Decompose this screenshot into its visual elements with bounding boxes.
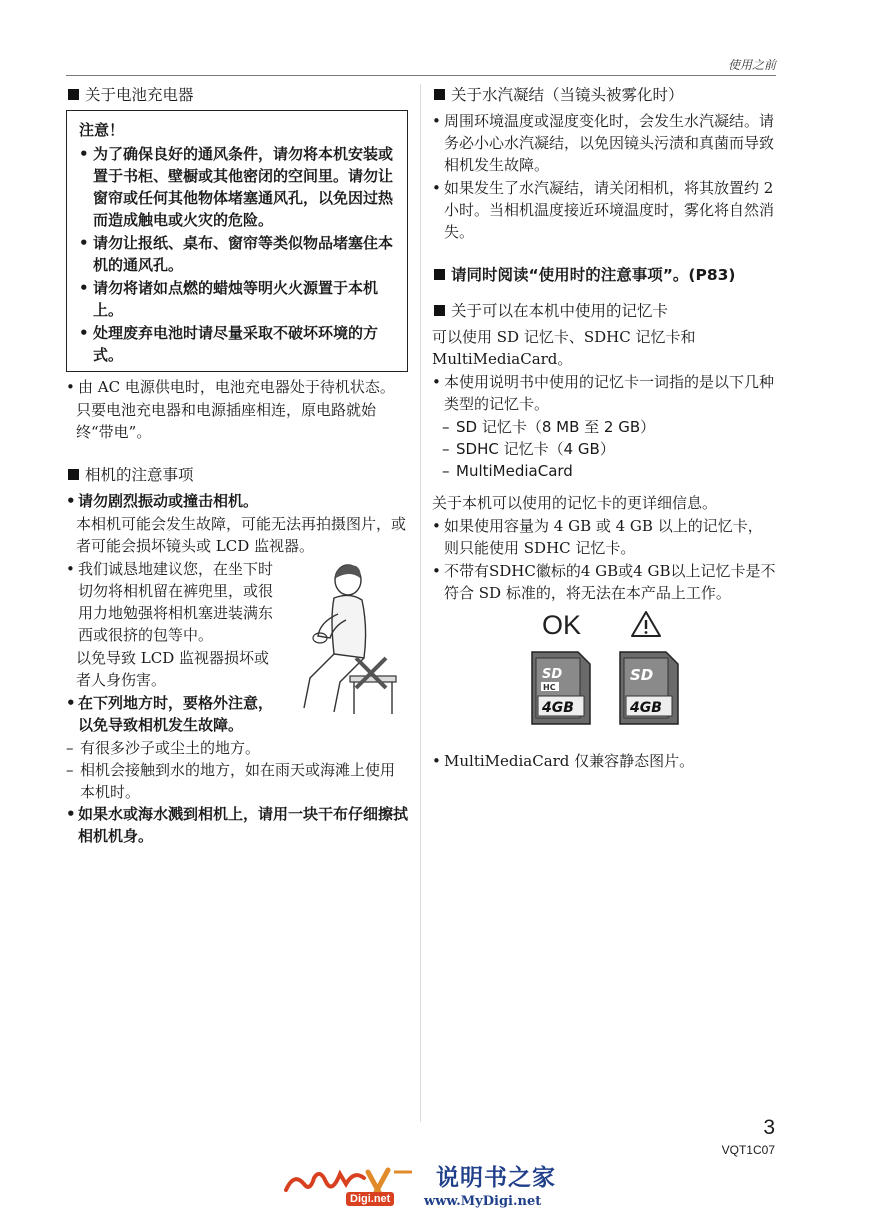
sdhc-requirement: • 如果使用容量为 4 GB 或 4 GB 以上的记忆卡，则只能使用 SDHC 记忆卡。 — [432, 515, 776, 559]
caution-item: • 请勿让报纸、桌布、窗帘等类似物品堵塞住本机的通风孔。 — [79, 232, 397, 276]
shock-warning-text: 本相机可能会发生故障，可能无法再拍摄图片，或者可能会损坏镜头或 LCD 监视器。 — [76, 515, 407, 555]
environment-item: – 相机会接触到水的地方，如在雨天或海滩上使用本机时。 — [66, 759, 408, 803]
camera-care-heading: 相机的注意事项 — [66, 464, 408, 486]
caution-item: • 处理废弃电池时请尽量采取不破坏环境的方式。 — [79, 322, 397, 366]
card-capacity-label: 4GB — [630, 700, 662, 716]
card-capacity-label: 4GB — [542, 700, 574, 716]
square-bullet-icon — [68, 469, 79, 480]
card-type-item: – SD 记忆卡（8 MB 至 2 GB） — [442, 416, 776, 438]
square-bullet-icon — [434, 89, 445, 100]
card-type-item: – SDHC 记忆卡（4 GB） — [442, 438, 776, 460]
svg-text:SD: SD — [630, 666, 654, 684]
column-divider — [420, 84, 421, 1122]
sdhc-card-icon — [530, 650, 592, 726]
pocket-warning-block — [66, 558, 408, 691]
page-header — [66, 52, 776, 76]
caution-item: • 为了确保良好的通风条件，请勿将本机安装或置于书柜、壁橱或其他密闭的空间里。请勿让窗帘或任何其他物体堵塞通风孔，以免因过热而造成触电或火灾的危险。 — [79, 143, 397, 231]
square-bullet-icon — [434, 305, 445, 316]
caution-item: • 请勿将诸如点燃的蜡烛等明火火源置于本机上。 — [79, 277, 397, 321]
svg-text:HC: HC — [543, 683, 556, 692]
mmc-note: • MultiMediaCard 仅兼容静态图片。 — [432, 750, 776, 772]
card-comparison-figure — [432, 610, 776, 750]
seated-person-illustration — [290, 558, 402, 718]
svg-text:SD: SD — [542, 667, 563, 682]
caution-title: 注意！ — [79, 121, 125, 139]
sd-card-icon — [618, 650, 680, 726]
environment-item: – 有很多沙子或尘土的地方。 — [66, 737, 408, 759]
right-column — [432, 84, 776, 773]
condensation-heading: 关于水汽凝结（当镜头被雾化时） — [432, 84, 776, 106]
page-number: 3 — [763, 1116, 775, 1139]
site-title: 说明书之家 — [436, 1165, 556, 1191]
memory-card-heading: 关于可以在本机中使用的记忆卡 — [432, 300, 776, 322]
memory-card-intro: 可以使用 SD 记忆卡、SDHC 记忆卡和 MultiMediaCard。 — [432, 328, 696, 368]
site-url[interactable]: www.MyDigi.net — [424, 1194, 542, 1209]
ok-label: OK — [542, 610, 582, 640]
left-column — [66, 84, 408, 848]
water-splash-warning: • 如果水或海水溅到相机上，请用一块干布仔细擦拭相机机身。 — [66, 803, 408, 847]
pocket-warning: • 我们诚恳地建议您，在坐下时切勿将相机留在裤兜里，或很用力地勉强将相机塞进装满东西或很挤的包等中。 — [66, 558, 276, 646]
ac-power-note: • 由 AC 电源供电时，电池充电器处于待机状态。 — [66, 376, 408, 398]
more-info-text: 关于本机可以使用的记忆卡的更详细信息。 — [432, 494, 718, 512]
non-sdhc-warning: • 不带有SDHC徽标的4 GB或4 GB以上记忆卡是不符合 SD 标准的，将无法在本产品上工作。 — [432, 560, 776, 604]
read-also-heading: 请同时阅读“使用时的注意事项”。(P83) — [432, 264, 776, 286]
card-type-item: – MultiMediaCard — [442, 460, 776, 482]
condensation-item: • 如果发生了水汽凝结，请关闭相机，将其放置约 2 小时。当相机温度接近环境温度时，雾化将自然消失。 — [432, 177, 776, 243]
charger-heading: 关于电池充电器 — [66, 84, 408, 106]
footer-watermark — [284, 1164, 584, 1214]
shock-warning: • 请勿剧烈振动或撞击相机。 — [66, 490, 408, 512]
square-bullet-icon — [434, 269, 445, 280]
ac-power-note-cont: 只要电池充电器和电源插座相连，原电路就始终“带电”。 — [76, 401, 377, 441]
section-title: 使用之前 — [727, 58, 776, 72]
caution-box — [66, 110, 408, 372]
pocket-warning-cont: 以免导致 LCD 监视器损坏或者人身伤害。 — [76, 649, 270, 689]
memory-card-definition: • 本使用说明书中使用的记忆卡一词指的是以下几种类型的记忆卡。 — [432, 371, 776, 415]
condensation-item: • 周围环境温度或湿度变化时，会发生水汽凝结。请务必小心水汽凝结，以免因镜头污渍和真菌而导致相机发生故障。 — [432, 110, 776, 176]
square-bullet-icon — [68, 89, 79, 100]
environment-warning: • 在下列地方时，要格外注意，以免导致相机发生故障。 — [66, 692, 286, 736]
digi-net-badge: Digi.net — [346, 1192, 394, 1206]
warning-triangle-icon — [630, 610, 662, 638]
document-code: VQT1C07 — [721, 1143, 775, 1157]
